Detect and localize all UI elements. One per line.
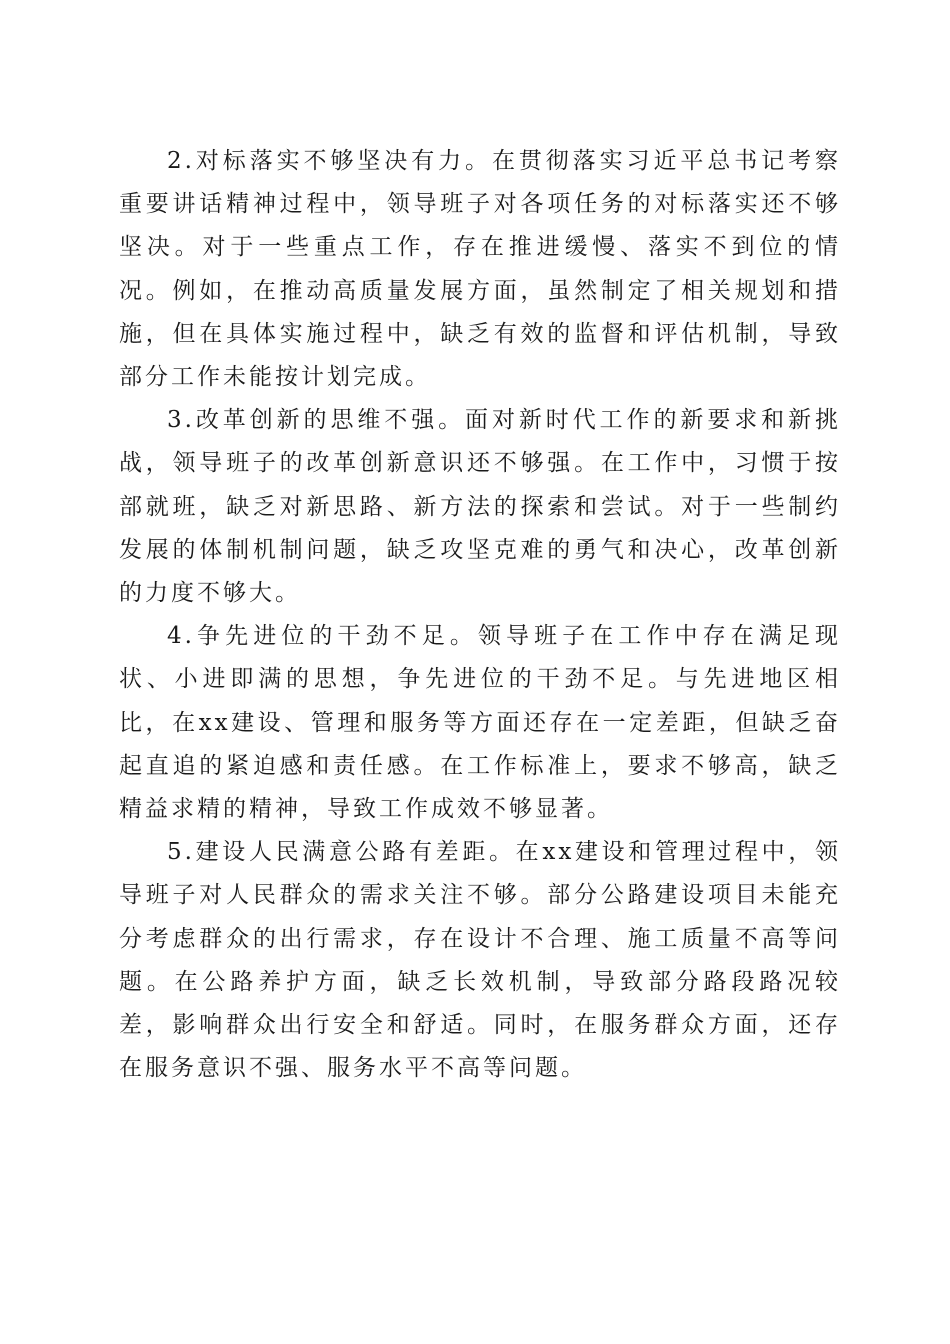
paragraph-item-5: 5.建设人民满意公路有差距。在xx建设和管理过程中，领导班子对人民群众的需求关注不够。部分公路建设项目未能充分考虑群众的出行需求，存在设计不合理、施工质量不高等问题。在公路养护方面，缺乏长效机制，导致部分路段路况较差，影响群众出行安全和舒适。同时，在服务群众方面，还存在服务意识不强、服务水平不高等问题。 <box>119 839 841 1082</box>
paragraph-item-4: 4.争先进位的干劲不足。领导班子在工作中存在满足现状、小进即满的思想，争先进位的干劲不足。与先进地区相比，在xx建设、管理和服务等方面还存在一定差距，但缺乏奋起直追的紧迫感和责任感。在工作标准上，要求不够高，缺乏精益求精的精神，导致工作成效不够显著。 <box>119 623 841 823</box>
paragraph-item-3: 3.改革创新的思维不强。面对新时代工作的新要求和新挑战，领导班子的改革创新意识还不够强。在工作中，习惯于按部就班，缺乏对新思路、新方法的探索和尝试。对于一些制约发展的体制机制问题，缺乏攻坚克难的勇气和决心，改革创新的力度不够大。 <box>119 407 841 607</box>
document-body <box>119 140 841 1090</box>
paragraph-item-2: 2.对标落实不够坚决有力。在贯彻落实习近平总书记考察重要讲话精神过程中，领导班子对各项任务的对标落实还不够坚决。对于一些重点工作，存在推进缓慢、落实不到位的情况。例如，在推动高质量发展方面，虽然制定了相关规划和措施，但在具体实施过程中，缺乏有效的监督和评估机制，导致部分工作未能按计划完成。 <box>119 148 841 391</box>
